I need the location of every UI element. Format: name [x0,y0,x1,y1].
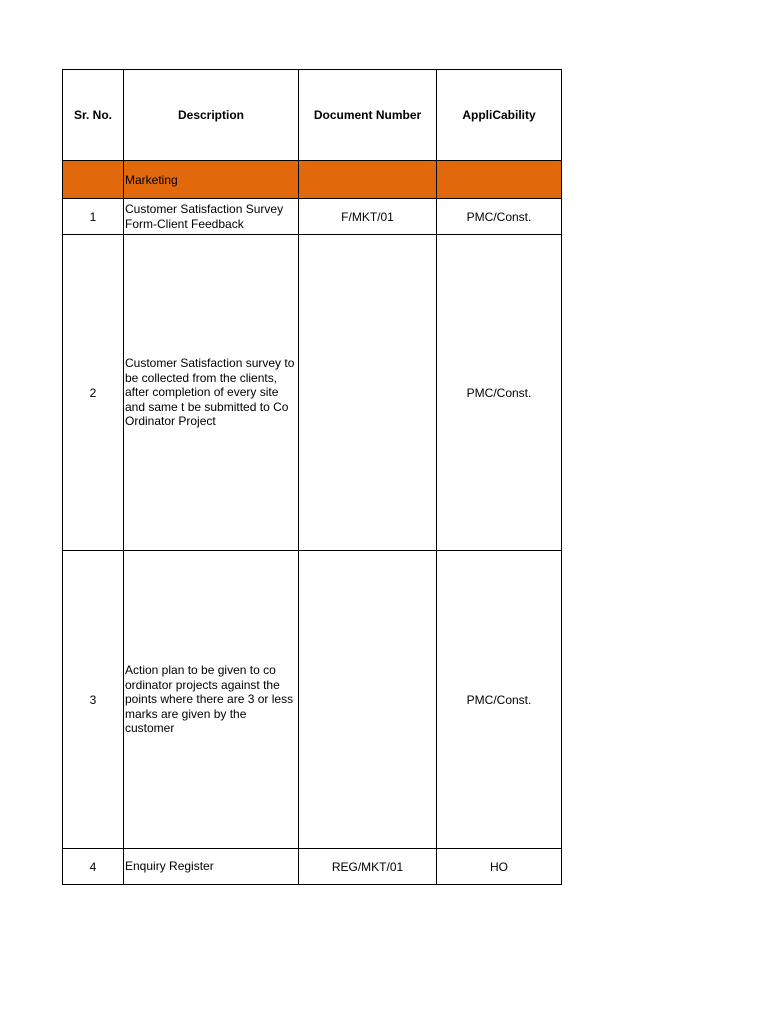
applicability-cell: PMC/Const. [437,199,562,235]
header-row [63,70,562,161]
document-number-cell: REG/MKT/01 [299,849,437,885]
table-row [63,199,562,235]
section-sr-no-cell [63,161,124,199]
description-cell: Customer Satisfaction Survey Form-Client Feedback [124,199,299,235]
table-row [63,849,562,885]
sr-no-cell: 3 [63,551,124,849]
description-cell: Enquiry Register [124,849,299,885]
section-document-number-cell [299,161,437,199]
document-number-cell [299,551,437,849]
section-row-marketing [63,161,562,199]
applicability-cell: PMC/Const. [437,235,562,551]
section-applicability-cell [437,161,562,199]
sr-no-cell: 4 [63,849,124,885]
applicability-cell: HO [437,849,562,885]
header-sr-no: Sr. No. [63,70,124,161]
section-label: Marketing [124,161,299,199]
document-number-cell [299,235,437,551]
document-register-table [62,69,562,885]
header-description: Description [124,70,299,161]
document-number-cell: F/MKT/01 [299,199,437,235]
header-document-number: Document Number [299,70,437,161]
table-row [63,551,562,849]
sr-no-cell: 1 [63,199,124,235]
sr-no-cell: 2 [63,235,124,551]
table-row [63,235,562,551]
description-cell: Action plan to be given to co ordinator projects against the points where there are 3 or less marks are given by the customer [124,551,299,849]
header-applicability: AppliCability [437,70,562,161]
applicability-cell: PMC/Const. [437,551,562,849]
description-cell: Customer Satisfaction survey to be collected from the clients, after completion of every site and same t be submitted to Co Ordinator Project [124,235,299,551]
